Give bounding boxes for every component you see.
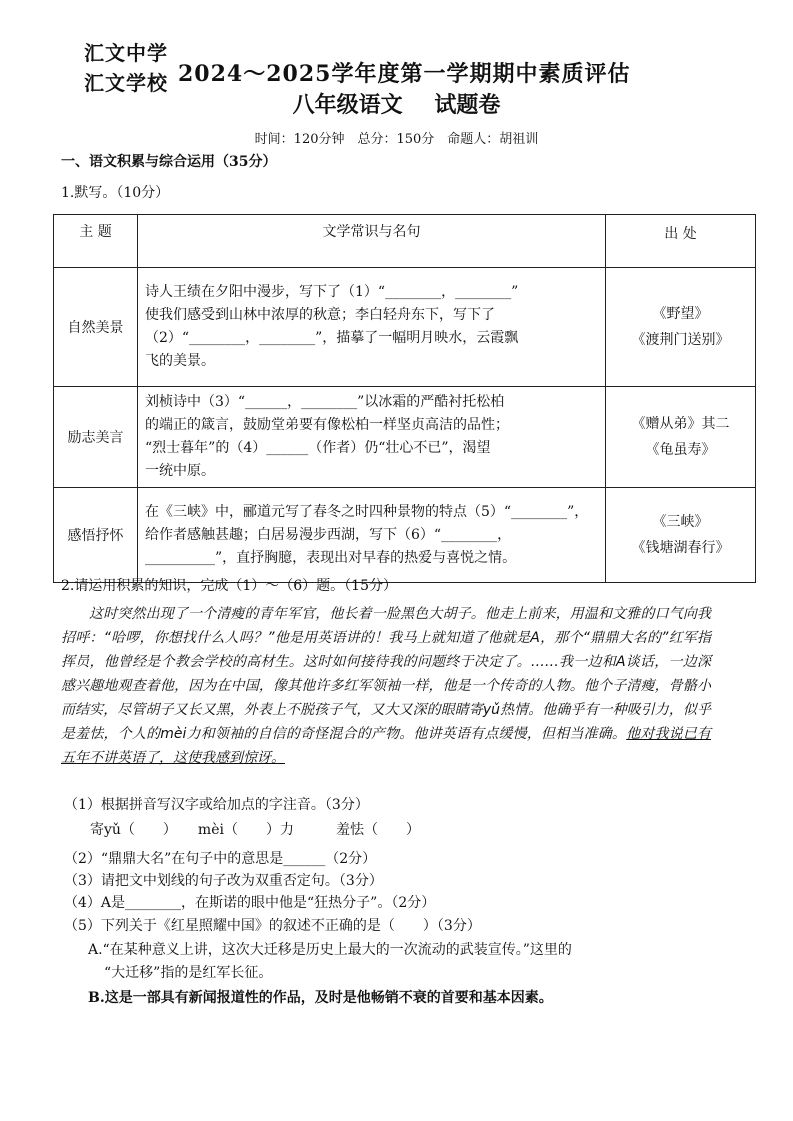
sub-question-1-items: 寄yǔ（ ） mèi（ ）力 羞怯（ ） xyxy=(90,822,420,838)
source-title: 《龟虽寿》 xyxy=(645,442,716,458)
table-header-row xyxy=(54,215,756,268)
question-1-label: 1.默写。（10分） xyxy=(61,185,170,201)
source-title: 《钱塘湖春行》 xyxy=(631,540,730,556)
row-content xyxy=(138,268,606,387)
sub-question-3: （3）请把文中划线的句子改为双重否定句。（3分） xyxy=(64,873,383,889)
grade-subject: 八年级语文 xyxy=(292,92,403,118)
sub-question-2: （2）“鼎鼎大名”在句子中的意思是______（2分） xyxy=(64,851,377,867)
row-theme: 自然美景 xyxy=(54,268,138,387)
school-name-2: 汇文学校 xyxy=(84,71,168,95)
content-line: 的端正的箴言，鼓励堂弟要有像松柏一样坚贞高洁的品性； xyxy=(145,417,509,433)
sub-question-5: （5）下列关于《红星照耀中国》的叙述不正确的是（ ）（3分） xyxy=(64,918,481,934)
table-row xyxy=(54,488,756,583)
row-theme: 感悟抒怀 xyxy=(54,488,138,583)
option-b: B.这是一部具有新闻报道性的作品，及时是他畅销不衰的首要和基本因素。 xyxy=(88,990,553,1006)
school-name-1: 汇文中学 xyxy=(84,41,168,65)
question-2-label: 2.请运用积累的知识，完成（1）～（6）题。（15分） xyxy=(61,578,397,594)
header-source: 出 处 xyxy=(606,215,756,268)
sub-question-1: （1）根据拼音写汉字或给加点的字注音。（3分） xyxy=(64,797,369,813)
reading-passage xyxy=(61,602,711,770)
content-line: __________”，直抒胸臆，表现出对早春的热爱与喜悦之情。 xyxy=(145,549,517,566)
row-source xyxy=(606,268,756,387)
content-line: 飞的美景。 xyxy=(145,353,215,369)
row-content xyxy=(138,387,606,488)
header-content: 文学常识与名句 xyxy=(138,215,606,268)
paper-type: 试题卷 xyxy=(434,92,501,118)
option-a-cont: “大迁移”指的是红军长征。 xyxy=(104,965,273,981)
source-title: 《渡荆门送别》 xyxy=(631,332,730,348)
underlined-sentence: 他对我说已有五年不讲英语了，这使我感到惊讶。 xyxy=(61,726,712,766)
source-title: 《野望》 xyxy=(652,306,709,322)
exam-subtitle xyxy=(0,88,793,119)
exam-title: 2024～2025学年度第一学期期中素质评估 xyxy=(178,61,631,87)
content-line: 使我们感受到山林中浓厚的秋意；李白轻舟东下，写下了 xyxy=(145,307,495,323)
content-line: 在《三峡》中，郦道元写了春冬之时四种景物的特点（5）“________”， xyxy=(145,503,589,520)
dictation-table xyxy=(53,214,756,583)
section-heading: 一、语文积累与综合运用（35分） xyxy=(61,154,277,170)
row-theme: 励志美言 xyxy=(54,387,138,488)
row-content xyxy=(138,488,606,583)
sub-question-4: （4）A是________，在斯诺的眼中他是“狂热分子”。（2分） xyxy=(64,895,436,911)
header-theme: 主 题 xyxy=(54,215,138,268)
option-a: A.“在某种意义上讲，这次大迁移是历史上最大的一次流动的武装宣传。”这里的 xyxy=(88,942,572,958)
content-line: 刘桢诗中（3）“______，________”以冰霜的严酷衬托松柏 xyxy=(145,394,505,410)
content-line: 诗人王绩在夕阳中漫步，写下了（1）“________，________” xyxy=(145,284,519,300)
content-line: 一统中原。 xyxy=(145,463,215,479)
passage-text: 这时突然出现了一个清瘦的青年军官，他长着一脸黑色大胡子。他走上前来，用温和文雅的口气向我招呼：“哈啰，你想找什么人吗？”他是用英语讲的！我马上就知道了他就是A，那个“鼎鼎大名的”红军指挥员，他曾经是个教会学校的高材生。这时如何接待我的问题终于决定了。……我一边和A谈话，一边深感兴趣地观查着他，因为在中国，像其他许多红军领袖一样，他是一个传奇的人物。他个子清瘦，骨骼小而结实，尽管胡子又长又黑，外表上不脱孩子气，又大又深的眼睛寄yǔ热情。他确乎有一种吸引力，似乎是羞怯，个人的mèi力和领袖的自信的奇怪混合的产物。他讲英语有点缓慢，但相当准确。 xyxy=(61,606,711,742)
table-row xyxy=(54,387,756,488)
row-source xyxy=(606,488,756,583)
row-source xyxy=(606,387,756,488)
content-line: （2）“________，________”，描摹了一幅明月映水，云霞飘 xyxy=(145,330,519,346)
source-title: 《赠从弟》其二 xyxy=(631,416,730,432)
table-row xyxy=(54,268,756,387)
content-line: 给作者感触甚趣；白居易漫步西湖，写下（6）“________， xyxy=(145,526,512,543)
exam-meta: 时间：120分钟 总分：150分 命题人：胡祖训 xyxy=(254,132,539,147)
content-line: “烈士暮年”的（4）______（作者）仍“壮心不已”，渴望 xyxy=(145,440,491,456)
source-title: 《三峡》 xyxy=(652,514,709,530)
